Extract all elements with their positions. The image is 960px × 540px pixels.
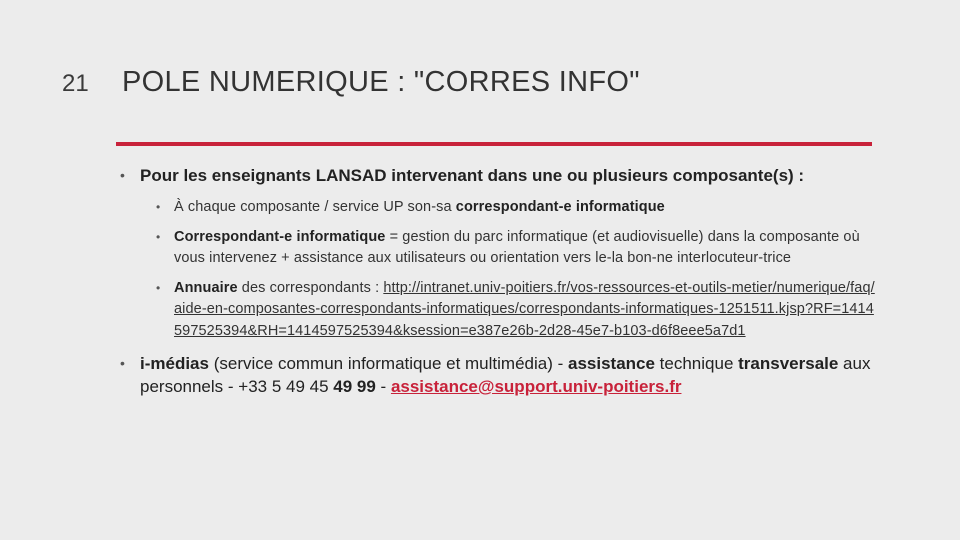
imedias-name: i-médias xyxy=(140,354,209,373)
imedias-phone-bold: 49 99 xyxy=(333,377,376,396)
title-rule xyxy=(116,142,872,146)
sub-bullet-list xyxy=(140,197,876,342)
imedias-text: - xyxy=(375,377,391,396)
bullet-list xyxy=(116,164,876,398)
bullet-lansad-text: Pour les enseignants LANSAD intervenant dans une ou plusieurs composante(s) : xyxy=(140,166,805,185)
slide-number: 21 xyxy=(62,70,89,97)
sub-bullet-annuaire xyxy=(140,278,876,343)
assistance-email-link[interactable]: assistance@support.univ-poitiers.fr xyxy=(390,377,682,396)
sub-bullet-role xyxy=(140,227,876,270)
sub-bullet-text: = gestion du parc informatique (et audiovisuelle) dans la composante où vous intervenez + assistance aux utilisateurs ou orientation vers le-la bon-ne interlocuteur-trice xyxy=(174,228,860,266)
sub-bullet-correspondant xyxy=(140,197,876,219)
imedias-bold: transversale xyxy=(738,354,839,373)
slide-content xyxy=(116,164,876,408)
sub-bullet-bold: Correspondant-e informatique xyxy=(174,228,386,245)
imedias-text: (service commun informatique et multimédia) - xyxy=(208,354,568,373)
bullet-lansad xyxy=(116,164,876,342)
imedias-phone: aux personnels - +33 5 49 45 xyxy=(140,354,871,396)
slide-title: POLE NUMERIQUE : "CORRES INFO" xyxy=(122,66,640,98)
sub-bullet-text: des correspondants : xyxy=(237,279,384,296)
imedias-bold: assistance xyxy=(568,354,655,373)
sub-bullet-bold: Annuaire xyxy=(174,279,238,296)
bullet-imedias xyxy=(116,352,876,398)
imedias-text: technique xyxy=(654,354,739,373)
annuaire-link[interactable]: http://intranet.univ-poitiers.fr/vos-ressources-et-outils-metier/numerique/faq/aide-en-composantes-correspondants-informatiques/correspondants-informatiques-1251511.kjsp?RF=1414597525394&RH=1414597525394&ksession=e387e26b-2d28-45e7-b103-d6f8eee5a7d1 xyxy=(174,279,875,339)
sub-bullet-text: À chaque composante / service UP son-sa xyxy=(174,199,456,215)
sub-bullet-bold: correspondant-e informatique xyxy=(455,199,665,215)
